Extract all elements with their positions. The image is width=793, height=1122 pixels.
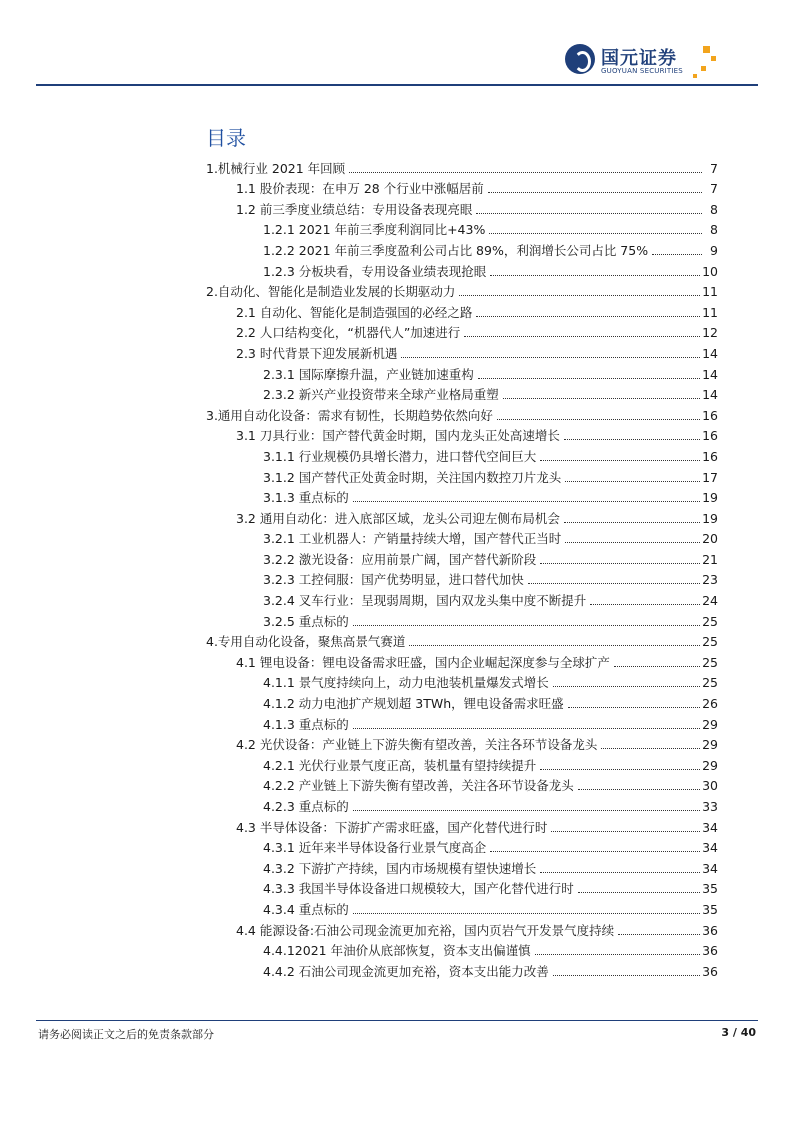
toc-entry[interactable] — [206, 939, 718, 960]
toc-entry-page: 14 — [702, 366, 718, 382]
toc-entry-page: 14 — [702, 345, 718, 361]
toc-leader-dots — [652, 254, 702, 255]
toc-entry[interactable] — [206, 753, 718, 774]
toc-leader-dots — [503, 398, 700, 399]
toc-leader-dots — [568, 707, 700, 708]
toc-entry[interactable] — [206, 197, 718, 218]
toc-leader-dots — [535, 954, 701, 955]
toc-entry[interactable] — [206, 630, 718, 651]
toc-entry-label: 2.1 自动化、智能化是制造强国的必经之路 — [236, 304, 473, 320]
toc-entry[interactable] — [206, 444, 718, 465]
toc-entry-label: 4.3.1 近年来半导体设备行业景气度高企 — [263, 840, 487, 856]
toc-entry-page: 11 — [702, 284, 718, 300]
toc-entry-label: 4.1.3 重点标的 — [263, 716, 349, 732]
toc-entry[interactable] — [206, 877, 718, 898]
toc-entry[interactable] — [206, 383, 718, 404]
toc-leader-dots — [614, 666, 700, 667]
toc-entry-page: 8 — [710, 201, 718, 217]
toc-entry-label: 3.1 刀具行业：国产替代黄金时期，国内龙头正处高速增长 — [236, 428, 560, 444]
toc-leader-dots — [353, 728, 700, 729]
toc-entry[interactable] — [206, 712, 718, 733]
toc-leader-dots — [488, 192, 702, 193]
toc-entry-label: 1.机械行业 2021 年回顾 — [206, 160, 346, 176]
toc-entry[interactable] — [206, 506, 718, 527]
toc-entry-page: 24 — [702, 593, 718, 609]
logo-accent-square-icon — [703, 46, 710, 53]
toc-entry-label: 4.1.2 动力电池扩产规划超 3TWh，锂电设备需求旺盛 — [263, 696, 564, 712]
toc-entry-page: 21 — [702, 551, 718, 567]
toc-leader-dots — [353, 810, 700, 811]
toc-entry-label: 4.2.2 产业链上下游失衡有望改善，关注各环节设备龙头 — [263, 778, 574, 794]
page-number: 3 / 40 — [721, 1026, 756, 1039]
logo-mark-icon — [565, 44, 595, 74]
toc-entry-page: 12 — [702, 325, 718, 341]
toc-leader-dots — [590, 604, 700, 605]
toc-entry[interactable] — [206, 321, 718, 342]
toc-entry-label: 3.2.1 工业机器人：产销量持续大增，国产替代正当时 — [263, 531, 562, 547]
toc-entry-page: 34 — [702, 819, 718, 835]
toc-entry-label: 4.4.2 石油公司现金流更加充裕，资本支出能力改善 — [263, 963, 549, 979]
toc-entry[interactable] — [206, 918, 718, 939]
toc-leader-dots — [578, 892, 700, 893]
toc-entry[interactable] — [206, 815, 718, 836]
toc-entry-page: 17 — [702, 469, 718, 485]
toc-entry-page: 16 — [702, 428, 718, 444]
toc-entry[interactable] — [206, 177, 718, 198]
toc-leader-dots — [551, 831, 700, 832]
footer-disclaimer: 请务必阅读正文之后的免责条款部分 — [38, 1028, 214, 1041]
toc-entry[interactable] — [206, 568, 718, 589]
toc-entry-label: 4.2 光伏设备：产业链上下游失衡有望改善，关注各环节设备龙头 — [236, 737, 598, 753]
toc-entry-page: 36 — [702, 943, 718, 959]
toc-entry-page: 33 — [702, 799, 718, 814]
logo-accent-square-icon — [711, 56, 716, 61]
toc-entry-label: 3.2.2 激光设备：应用前景广阔，国产替代新阶段 — [263, 551, 537, 567]
toc-entry-label: 4.4.12021 年油价从底部恢复，资本支出偏谨慎 — [263, 943, 531, 959]
toc-entry-page: 8 — [710, 222, 718, 238]
toc-title: 目录 — [206, 126, 246, 150]
toc-entry-page: 14 — [702, 387, 718, 403]
table-of-contents — [206, 156, 718, 980]
toc-entry-label: 4.2.1 光伏行业景气度正高，装机量有望持续提升 — [263, 757, 537, 773]
toc-leader-dots — [565, 481, 700, 482]
toc-entry[interactable] — [206, 362, 718, 383]
toc-leader-dots — [353, 501, 700, 502]
toc-entry-label: 2.3.1 国际摩擦升温，产业链加速重构 — [263, 366, 474, 382]
toc-entry-page: 34 — [702, 840, 718, 856]
toc-entry-label: 1.2.2 2021 年前三季度盈利公司占比 89%，利润增长公司占比 75% — [263, 242, 649, 258]
logo-accent-square-icon — [701, 66, 706, 71]
toc-entry[interactable] — [206, 465, 718, 486]
logo-chinese-name: 国元证券 — [601, 48, 677, 69]
toc-entry[interactable] — [206, 486, 718, 507]
toc-leader-dots — [565, 542, 700, 543]
toc-leader-dots — [464, 336, 700, 337]
toc-entry[interactable] — [206, 424, 718, 445]
toc-entry-page: 10 — [702, 263, 718, 279]
toc-leader-dots — [353, 913, 700, 914]
toc-leader-dots — [553, 686, 700, 687]
toc-entry[interactable] — [206, 238, 718, 259]
toc-entry-label: 4.3.2 下游扩产持续，国内市场规模有望快速增长 — [263, 860, 537, 876]
toc-entry-page: 25 — [702, 675, 718, 691]
toc-entry[interactable] — [206, 836, 718, 857]
guoyuan-logo — [565, 44, 725, 84]
toc-entry[interactable] — [206, 774, 718, 795]
toc-entry-label: 4.1 锂电设备：锂电设备需求旺盛，国内企业崛起深度参与全球扩产 — [236, 654, 610, 670]
toc-leader-dots — [490, 275, 700, 276]
toc-entry-page: 20 — [702, 531, 718, 547]
toc-entry-page: 25 — [702, 613, 718, 629]
toc-entry-page: 19 — [702, 510, 718, 526]
toc-entry-label: 3.2 通用自动化：进入底部区域，龙头公司迎左侧布局机会 — [236, 510, 560, 526]
toc-entry-label: 4.3 半导体设备：下游扩产需求旺盛，国产化替代进行时 — [236, 819, 548, 835]
toc-entry-label: 3.2.4 叉车行业：呈现弱周期，国内双龙头集中度不断提升 — [263, 593, 587, 609]
toc-entry[interactable] — [206, 259, 718, 280]
toc-entry-page: 16 — [702, 448, 718, 464]
toc-entry-label: 4.3.3 我国半导体设备进口规模较大，国产化替代进行时 — [263, 881, 574, 897]
footer-divider — [36, 1020, 758, 1021]
toc-leader-dots — [459, 295, 700, 296]
toc-entry-label: 2.自动化、智能化是制造业发展的长期驱动力 — [206, 284, 456, 300]
toc-entry-page: 23 — [702, 572, 718, 588]
toc-leader-dots — [478, 378, 700, 379]
toc-entry[interactable] — [206, 527, 718, 548]
toc-entry-page: 9 — [710, 242, 718, 258]
toc-leader-dots — [540, 872, 700, 873]
toc-leader-dots — [540, 769, 700, 770]
toc-leader-dots — [409, 645, 700, 646]
toc-leader-dots — [564, 522, 700, 523]
toc-entry[interactable] — [206, 609, 718, 630]
toc-entry-page: 29 — [702, 757, 718, 773]
toc-entry[interactable] — [206, 403, 718, 424]
toc-entry-label: 3.1.3 重点标的 — [263, 490, 349, 506]
toc-leader-dots — [540, 563, 700, 564]
toc-entry-label: 4.1.1 景气度持续向上，动力电池装机量爆发式增长 — [263, 675, 549, 691]
toc-entry-label: 4.专用自动化设备，聚焦高景气赛道 — [206, 634, 406, 650]
header-divider — [36, 84, 758, 86]
toc-entry-page: 35 — [702, 901, 718, 917]
toc-leader-dots — [578, 789, 700, 790]
page-header — [0, 0, 793, 92]
toc-entry-page: 7 — [710, 160, 718, 176]
toc-entry[interactable] — [206, 218, 718, 239]
toc-entry[interactable] — [206, 300, 718, 321]
toc-leader-dots — [489, 233, 702, 234]
toc-entry-label: 1.2.3 分板块看，专用设备业绩表现抢眼 — [263, 263, 487, 279]
toc-entry[interactable] — [206, 794, 718, 815]
toc-leader-dots — [401, 357, 700, 358]
toc-entry[interactable] — [206, 733, 718, 754]
toc-leader-dots — [476, 213, 702, 214]
toc-leader-dots — [353, 625, 700, 626]
toc-leader-dots — [601, 748, 700, 749]
toc-entry-page: 36 — [702, 922, 718, 938]
toc-entry-label: 2.2 人口结构变化，“机器代人”加速进行 — [236, 325, 461, 341]
toc-entry[interactable] — [206, 897, 718, 918]
toc-leader-dots — [528, 583, 700, 584]
logo-accent-square-icon — [693, 74, 697, 78]
toc-entry-label: 3.2.5 重点标的 — [263, 613, 349, 629]
toc-leader-dots — [476, 316, 700, 317]
toc-entry[interactable] — [206, 280, 718, 301]
toc-entry-page: 36 — [702, 963, 718, 979]
toc-leader-dots — [497, 419, 700, 420]
toc-entry-page: 30 — [702, 778, 718, 794]
toc-entry-label: 2.3 时代背景下迎发展新机遇 — [236, 345, 398, 361]
toc-entry-label: 4.3.4 重点标的 — [263, 901, 349, 917]
toc-leader-dots — [540, 460, 700, 461]
toc-entry-page: 29 — [702, 716, 718, 732]
toc-leader-dots — [349, 172, 702, 173]
toc-entry-label: 1.2.1 2021 年前三季度利润同比+43% — [263, 222, 486, 238]
toc-entry-label: 4.2.3 重点标的 — [263, 799, 349, 814]
toc-entry-label: 3.2.3 工控伺服：国产优势明显，进口替代加快 — [263, 572, 524, 588]
toc-entry[interactable] — [206, 650, 718, 671]
toc-entry-page: 11 — [702, 304, 718, 320]
toc-entry[interactable] — [206, 588, 718, 609]
toc-entry[interactable] — [206, 547, 718, 568]
toc-entry-label: 3.1.1 行业规模仍具增长潜力，进口替代空间巨大 — [263, 448, 537, 464]
toc-entry-page: 35 — [702, 881, 718, 897]
toc-entry-page: 34 — [702, 860, 718, 876]
toc-entry-label: 3.1.2 国产替代正处黄金时期，关注国内数控刀片龙头 — [263, 469, 562, 485]
toc-entry-label: 3.通用自动化设备：需求有韧性，长期趋势依然向好 — [206, 407, 493, 423]
toc-leader-dots — [618, 934, 700, 935]
toc-entry-page: 16 — [702, 407, 718, 423]
toc-entry[interactable] — [206, 671, 718, 692]
toc-entry-label: 4.4 能源设备:石油公司现金流更加充裕，国内页岩气开发景气度持续 — [236, 922, 615, 938]
toc-leader-dots — [553, 975, 700, 976]
toc-entry-page: 7 — [710, 181, 718, 197]
toc-entry-page: 19 — [702, 490, 718, 506]
toc-entry-label: 2.3.2 新兴产业投资带来全球产业格局重塑 — [263, 387, 499, 403]
toc-leader-dots — [564, 439, 700, 440]
toc-entry[interactable] — [206, 856, 718, 877]
toc-entry-label: 1.2 前三季度业绩总结：专用设备表现亮眼 — [236, 201, 473, 217]
toc-leader-dots — [490, 851, 700, 852]
toc-entry[interactable] — [206, 691, 718, 712]
toc-entry[interactable] — [206, 959, 718, 980]
toc-entry-page: 29 — [702, 737, 718, 753]
toc-entry[interactable] — [206, 156, 718, 177]
logo-english-name: GUOYUAN SECURITIES — [601, 67, 683, 75]
toc-entry-label: 1.1 股价表现：在申万 28 个行业中涨幅居前 — [236, 181, 484, 197]
toc-entry-page: 25 — [702, 634, 718, 650]
toc-entry-page: 26 — [702, 696, 718, 712]
toc-entry[interactable] — [206, 341, 718, 362]
toc-entry-page: 25 — [702, 654, 718, 670]
